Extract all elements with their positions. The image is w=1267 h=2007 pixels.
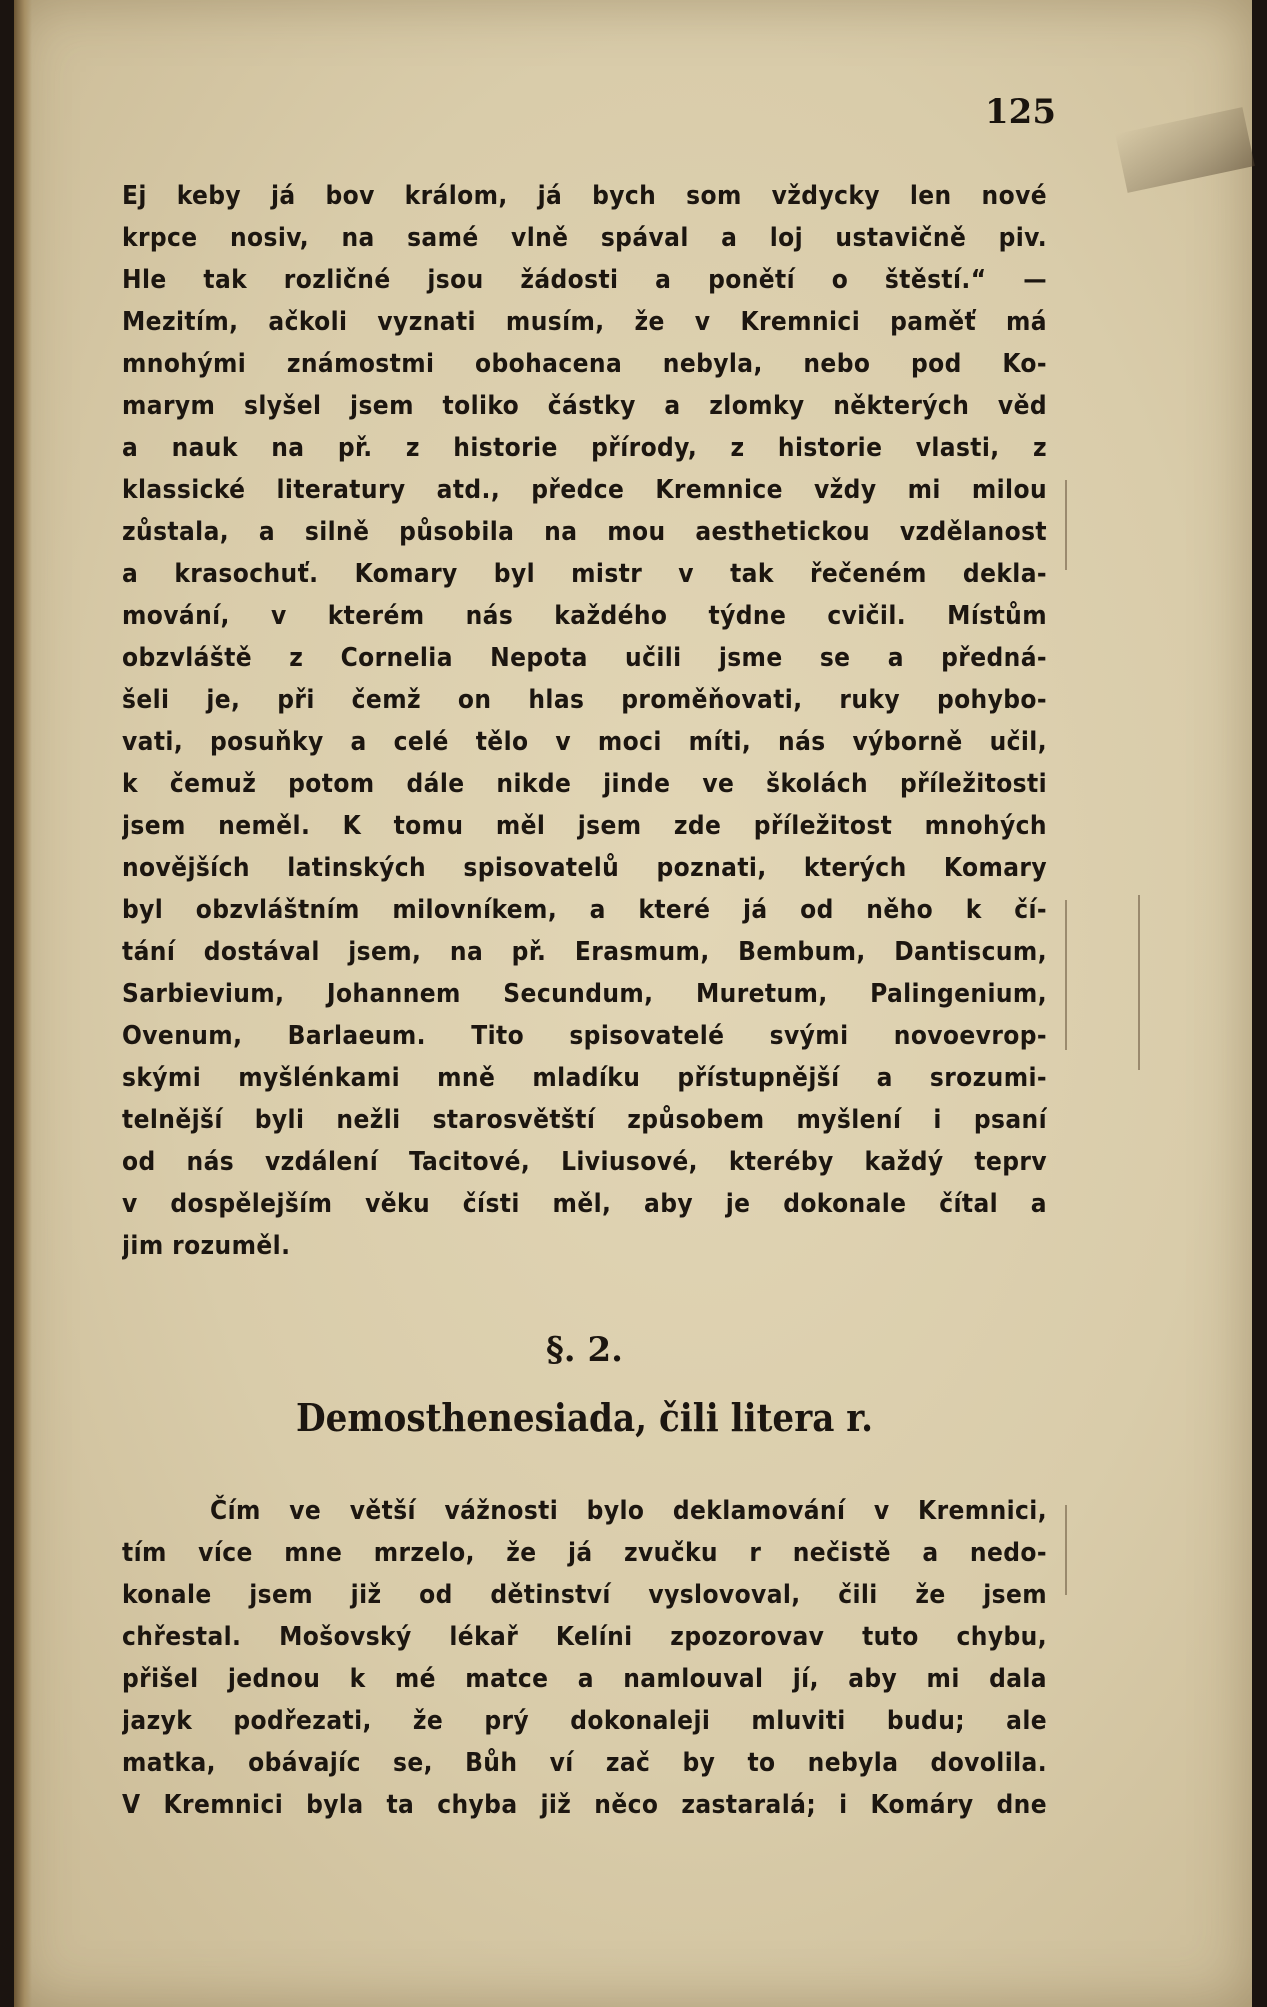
text-line: v dospělejším věku čísti měl, aby je dokonale čítal a bbox=[122, 1189, 1047, 1219]
text-line: byl obzvláštním milovníkem, a které já od něho k čí- bbox=[122, 895, 1047, 925]
text-line: klassické literatury atd., předce Kremnice vždy mi milou bbox=[122, 475, 1047, 505]
margin-mark bbox=[1138, 895, 1140, 1070]
text-line: jim rozuměl. bbox=[122, 1231, 291, 1261]
text-line: Čím ve větší vážnosti bylo deklamování v Kremnici, bbox=[210, 1496, 1047, 1526]
text-line: skými myšlénkami mně mladíku přístupnější a srozumi- bbox=[122, 1063, 1047, 1093]
text-line: a nauk na př. z historie přírody, z historie vlasti, z bbox=[122, 433, 1047, 463]
text-line: chřestal. Mošovský lékař Kelíni zpozorovav tuto chybu, bbox=[122, 1622, 1047, 1652]
section-number: §. 2. bbox=[546, 1330, 623, 1370]
text-line: jsem neměl. K tomu měl jsem zde příležitost mnohých bbox=[122, 811, 1047, 841]
text-line: konale jsem již od dětinství vyslovoval, čili že jsem bbox=[122, 1580, 1047, 1610]
text-line: mnohými známostmi obohacena nebyla, nebo pod Ko- bbox=[122, 349, 1047, 379]
text-line: matka, obávajíc se, Bůh ví zač by to nebyla dovolila. bbox=[122, 1748, 1047, 1778]
paragraph-2 bbox=[122, 1490, 1047, 1826]
text-line: Mezitím, ačkoli vyznati musím, že v Kremnici paměť má bbox=[122, 307, 1047, 337]
text-line: jazyk podřezati, že prý dokonaleji mluviti budu; ale bbox=[122, 1706, 1047, 1736]
text-line: mování, v kterém nás každého týdne cvičil. Místům bbox=[122, 601, 1047, 631]
text-line: tání dostával jsem, na př. Erasmum, Bembum, Dantiscum, bbox=[122, 937, 1047, 967]
text-line: vati, posuňky a celé tělo v moci míti, nás výborně učil, bbox=[122, 727, 1047, 757]
text-line: krpce nosiv, na samé vlně spával a loj ustavičně piv. bbox=[122, 223, 1047, 253]
margin-mark bbox=[1065, 900, 1067, 1050]
text-line: Hle tak rozličné jsou žádosti a ponětí o štěstí.“ — bbox=[122, 265, 1047, 295]
text-line: šeli je, při čemž on hlas proměňovati, ruky pohybo- bbox=[122, 685, 1047, 715]
text-line: telnější byli nežli starosvětští způsobem myšlení i psaní bbox=[122, 1105, 1047, 1135]
text-line: zůstala, a silně působila na mou aesthetickou vzdělanost bbox=[122, 517, 1047, 547]
text-line: novějších latinských spisovatelů poznati, kterých Komary bbox=[122, 853, 1047, 883]
text-line: V Kremnici byla ta chyba již něco zastaralá; i Komáry dne bbox=[122, 1790, 1047, 1820]
text-line: obzvláště z Cornelia Nepota učili jsme se a předná- bbox=[122, 643, 1047, 673]
text-line: Ovenum, Barlaeum. Tito spisovatelé svými novoevrop- bbox=[122, 1021, 1047, 1051]
section-heading: Demosthenesiada, čili litera r. bbox=[295, 1395, 874, 1440]
binding-edge bbox=[14, 0, 32, 2007]
paragraph-1 bbox=[122, 175, 1047, 1267]
text-line: tím více mne mrzelo, že já zvučku r nečistě a nedo- bbox=[122, 1538, 1047, 1568]
text-line: k čemuž potom dále nikde jinde ve školách příležitosti bbox=[122, 769, 1047, 799]
text-line: Sarbievium, Johannem Secundum, Muretum, Palingenium, bbox=[122, 979, 1047, 1009]
margin-mark bbox=[1065, 480, 1067, 570]
text-line: od nás vzdálení Tacitové, Liviusové, kteréby každý teprv bbox=[122, 1147, 1047, 1177]
text-line: a krasochuť. Komary byl mistr v tak řečeném dekla- bbox=[122, 559, 1047, 589]
margin-mark bbox=[1065, 1505, 1067, 1595]
page-number: 125 bbox=[985, 92, 1056, 132]
text-line: marym slyšel jsem toliko částky a zlomky některých věd bbox=[122, 391, 1047, 421]
text-line: Ej keby já bov králom, já bych som vždycky len nové bbox=[122, 181, 1047, 211]
text-line: přišel jednou k mé matce a namlouval jí, aby mi dala bbox=[122, 1664, 1047, 1694]
